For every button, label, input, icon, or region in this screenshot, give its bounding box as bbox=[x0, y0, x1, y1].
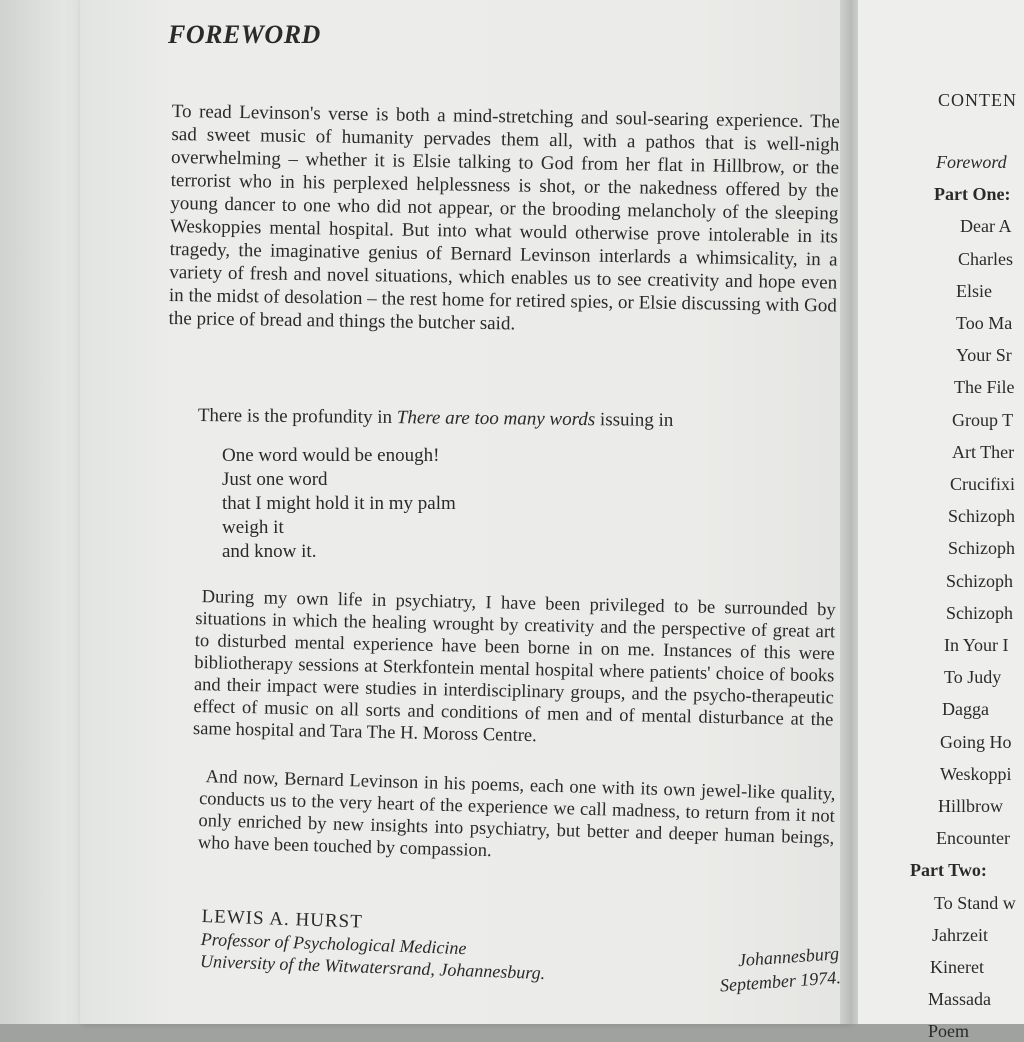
contents-heading: CONTEN bbox=[938, 90, 1017, 110]
quote-intro-before: There is the profundity in bbox=[197, 404, 397, 429]
contents-item: Too Ma bbox=[956, 313, 1013, 333]
quoted-poem-title: There are too many words bbox=[396, 407, 596, 431]
contents-item: Encounter bbox=[936, 828, 1010, 848]
contents-item: The File bbox=[954, 377, 1015, 397]
verse-line: and know it. bbox=[222, 541, 317, 562]
contents-item: Art Ther bbox=[952, 442, 1015, 462]
contents-item: Hillbrow bbox=[938, 796, 1003, 816]
place-date bbox=[698, 941, 841, 999]
author-role: Professor of Psychological Medicine bbox=[200, 928, 467, 959]
page-title: FOREWORD bbox=[168, 20, 321, 49]
foreword-paragraph-2: During my own life in psychiatry, I have been privileged to be surrounded by situations in which the healing wrought by creativity and the perspective of great art to disturbed mental experience have been borne in on me. Instances of this were bibliotherapy sessions at Sterkfontein mental hospital where patients' choice of books and their impact were studies in interdisciplinary groups, and the psycho-therapeutic effect of music on all sorts and conditions of men and of mental disturbance at the same hospital and Tara The H. Moross Centre. bbox=[192, 587, 836, 747]
verse-quote bbox=[222, 444, 456, 564]
verse-line: One word would be enough! bbox=[222, 445, 440, 466]
contents-item: Jahrzeit bbox=[932, 925, 988, 945]
contents-item: Foreword bbox=[936, 152, 1007, 172]
contents-item: Part One: bbox=[934, 184, 1011, 204]
author-name: LEWIS A. HURST bbox=[201, 906, 364, 933]
previous-page-edge bbox=[0, 0, 90, 1024]
author-affiliation: University of the Witwatersrand, Johannesburg. bbox=[199, 950, 546, 984]
contents-item: Poem bbox=[928, 1021, 970, 1041]
foreword-paragraph-1: To read Levinson's verse is both a mind-stretching and soul-searing experience. The sad sweet music of humanity pervades them all, with a pathos that is well-nigh overwhelming – whether it is Elsie talking to God from her flat in Hillbrow, or the terrorist who in his perplexed helplessness is shot, or the nakedness offered by the young dancer to one who did not appear, or the brooding melancholy of the sleeping Weskoppies mental hospital. But into what would otherwise prove intolerable in its tragedy, the imaginative genius of Bernard Levinson interlards a whimsicality, in a variety of fresh and novel situations, which enables us to see creativity and hope even in the midst of desolation – the rest home for retired spies, or Elsie discussing with God the price of bread and things the butcher said. bbox=[168, 100, 840, 335]
contents-item: Schizoph bbox=[948, 538, 1015, 558]
contents-item: Weskoppi bbox=[940, 764, 1012, 784]
contents-item: Kineret bbox=[930, 957, 984, 977]
contents-item: Elsie bbox=[956, 281, 992, 301]
contents-item: Your Sr bbox=[956, 345, 1012, 365]
contents-item: Part Two: bbox=[910, 860, 987, 880]
contents-item: Massada bbox=[928, 989, 991, 1009]
contents-item: Dear A bbox=[960, 216, 1012, 236]
contents-item: Charles bbox=[958, 249, 1013, 269]
foreword-paragraph-3: And now, Bernard Levinson in his poems, each one with its own jewel-like quality, conducts us to the very heart of the experience we call madness, to return from it not only enriched by new insights into psychiatry, but better and deeper human beings, who have been touched by compassion. bbox=[197, 767, 836, 862]
verse-line: Just one word bbox=[222, 469, 328, 490]
verse-line: weigh it bbox=[222, 517, 284, 538]
contents-item: In Your I bbox=[944, 635, 1009, 655]
contents-item: Going Ho bbox=[940, 732, 1012, 752]
place: Johannesburg bbox=[737, 943, 840, 971]
contents-item: Dagga bbox=[942, 699, 989, 719]
verse-line: that I might hold it in my palm bbox=[222, 493, 456, 514]
quote-intro-after: issuing in bbox=[595, 409, 674, 431]
table-of-contents bbox=[900, 86, 1024, 1041]
contents-item: To Judy bbox=[944, 667, 1002, 687]
contents-item: To Stand w bbox=[934, 893, 1016, 913]
contents-item: Schizoph bbox=[946, 603, 1013, 623]
contents-item: Crucifixi bbox=[950, 474, 1015, 494]
contents-item: Schizoph bbox=[948, 506, 1015, 526]
contents-item: Group T bbox=[952, 410, 1014, 430]
foreword-header bbox=[168, 20, 838, 50]
contents-item: Schizoph bbox=[946, 571, 1013, 591]
date: September 1974. bbox=[719, 967, 842, 996]
